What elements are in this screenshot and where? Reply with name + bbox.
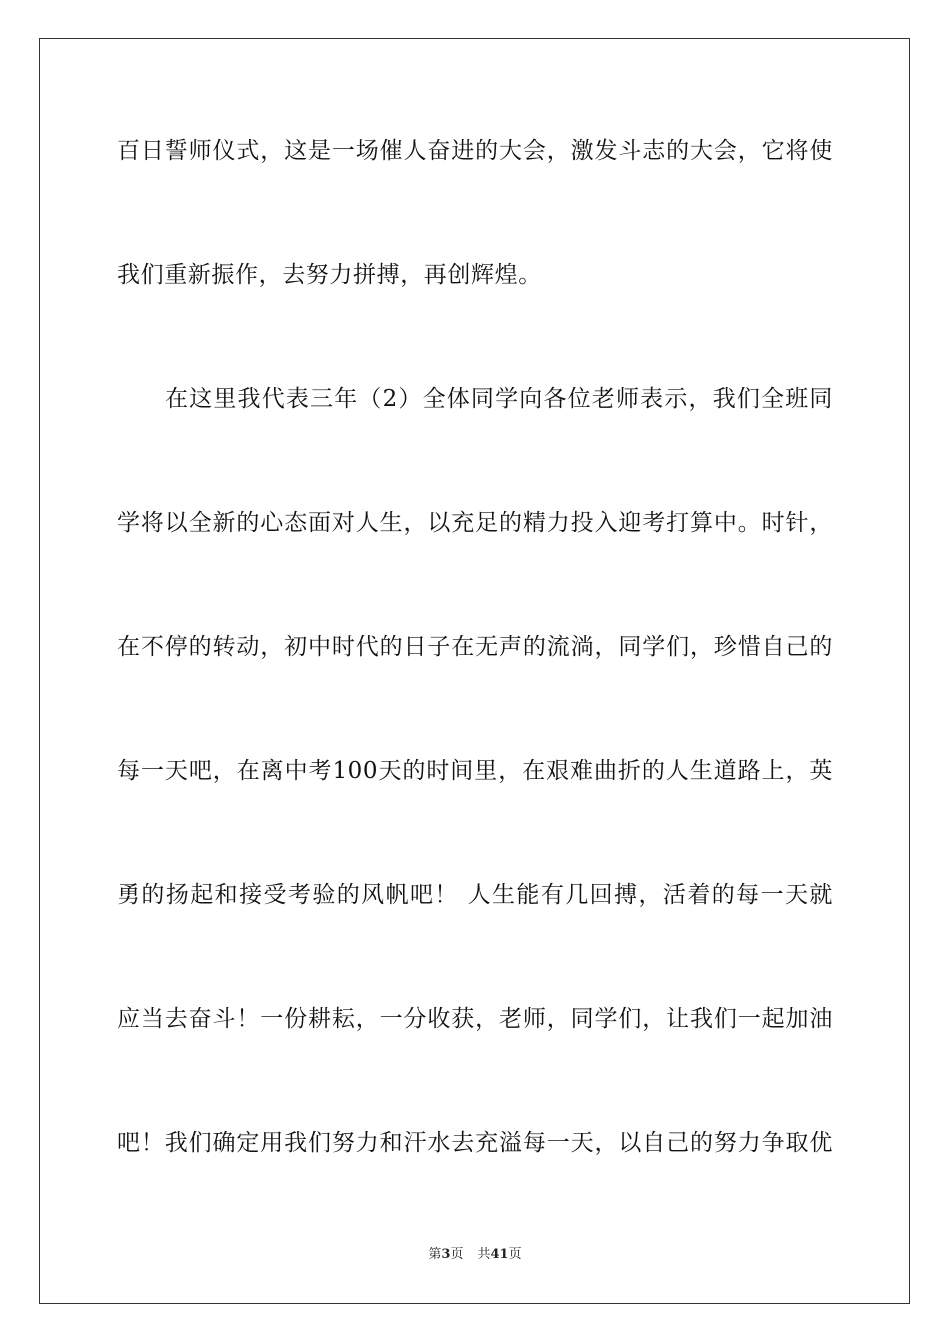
current-page-number: 3 [441,1247,451,1262]
body-text-line-7: 勇的扬起和接受考验的风帆吧！ 人生能有几回搏，活着的每一天就 [117,882,833,908]
total-page-count: 41 [490,1247,509,1262]
body-text-line-1: 百日誓师仪式，这是一场催人奋进的大会，激发斗志的大会，它将使 [117,138,833,164]
total-prefix: 共 [477,1247,491,1262]
total-suffix: 页 [508,1247,522,1262]
body-text-line-8: 应当去奋斗！一份耕耘，一分收获，老师，同学们，让我们一起加油 [117,1006,833,1032]
page-border [39,38,910,1304]
body-text-line-9: 吧！我们确定用我们努力和汗水去充溢每一天，以自己的努力争取优 [117,1130,833,1156]
page-prefix: 第 [428,1247,442,1262]
body-text-line-3: 在这里我代表三年（2）全体同学向各位老师表示，我们全班同 [165,386,833,412]
body-text-line-4: 学将以全新的心态面对人生，以充足的精力投入迎考打算中。时针， [117,510,833,536]
body-text-line-6: 每一天吧，在离中考100天的时间里，在艰难曲折的人生道路上，英 [117,758,833,784]
body-text-line-5: 在不停的转动，初中时代的日子在无声的流淌，同学们，珍惜自己的 [117,634,833,660]
body-text-line-2: 我们重新振作，去努力拼搏，再创辉煌。 [117,262,542,288]
page-footer [0,1246,950,1264]
page-suffix: 页 [450,1247,464,1262]
